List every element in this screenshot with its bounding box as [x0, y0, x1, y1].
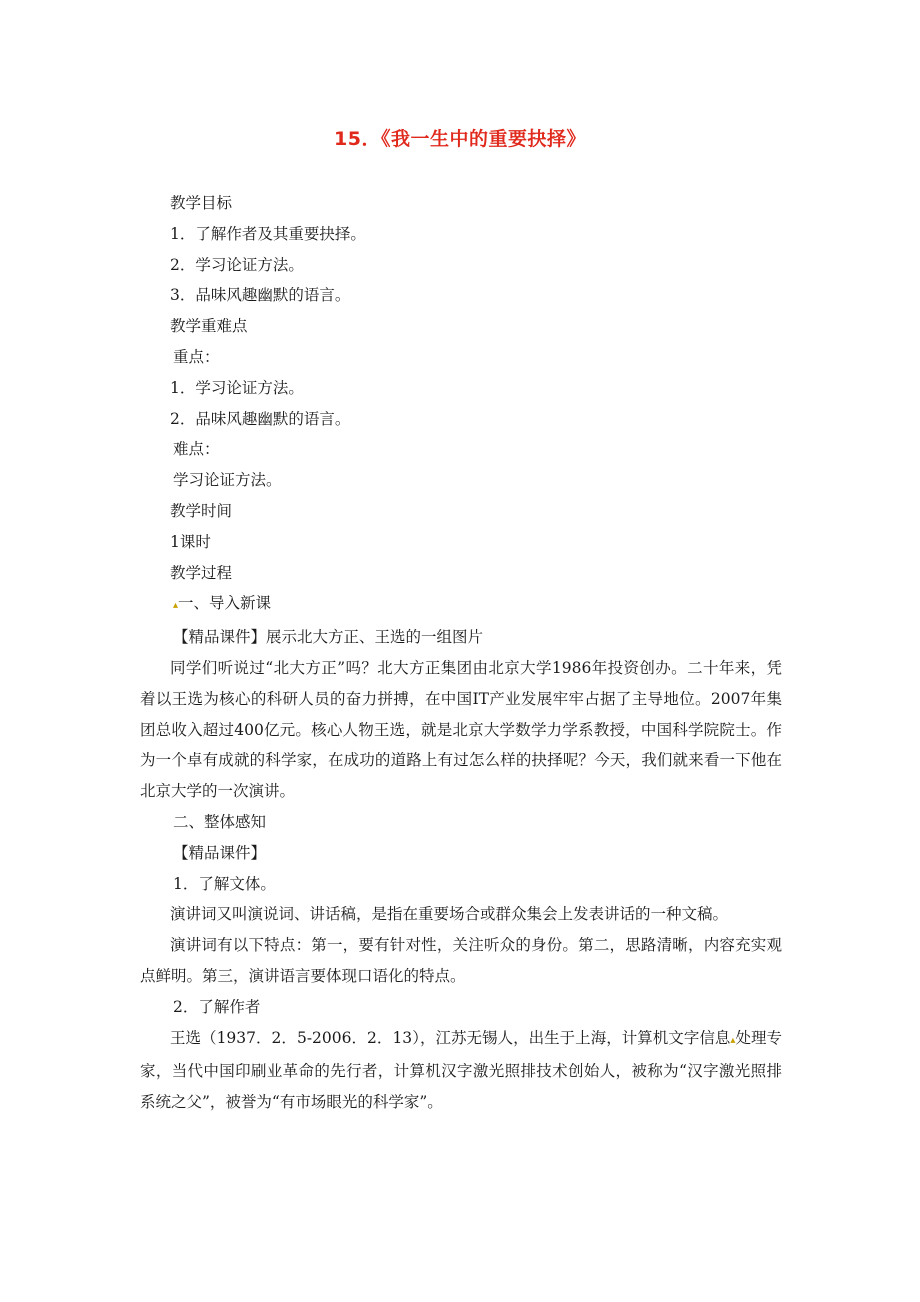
heading-teaching-goals: 教学目标 — [170, 194, 233, 212]
goal-item-2: 2．学习论证方法。 — [170, 255, 304, 274]
courseware-note-1: 【精品课件】展示北大方正、王选的一组图片 — [173, 628, 484, 647]
teaching-time-value: 1课时 — [170, 532, 211, 551]
section-introduction — [140, 588, 782, 622]
section-overall-perception: 二、整体感知 — [173, 812, 267, 831]
author-bio-part-1: 王选（1937．2．5-2006．2．13），江苏无锡人，出生于上海，计算机文字信息 — [170, 1028, 731, 1047]
annotation-mark-icon: ▴ — [730, 1034, 736, 1046]
key-point-item-1: 1．学习论证方法。 — [170, 378, 304, 397]
heading-teaching-time: 教学时间 — [170, 501, 233, 520]
label-key-points: 重点： — [173, 347, 220, 366]
courseware-note-2: 【精品课件】 — [173, 843, 267, 862]
item-understand-author: 2．了解作者 — [173, 997, 261, 1016]
author-bio-paragraph — [140, 1023, 782, 1118]
genre-definition-paragraph: 演讲词又叫演说词、讲话稿，是指在重要场合或群众集会上发表讲话的一种文稿。 — [170, 905, 729, 924]
item-understand-genre: 1．了解文体。 — [173, 874, 276, 893]
genre-features-paragraph: 演讲词有以下特点：第一，要有针对性，关注听众的身份。第二，思路清晰，内容充实观点鲜明。第三，演讲语言要体现口语化的特点。 — [140, 936, 782, 985]
page-title: 15．《我一生中的重要抉择》 — [334, 128, 586, 150]
document-body — [140, 188, 782, 1118]
heading-key-difficult-points: 教学重难点 — [170, 317, 248, 336]
key-point-item-2: 2．品味风趣幽默的语言。 — [170, 409, 351, 428]
section-introduction-label: 一、导入新课 — [178, 594, 272, 613]
heading-teaching-process: 教学过程 — [170, 563, 233, 582]
annotation-mark-icon: ▴ — [173, 600, 179, 612]
goal-item-1: 1．了解作者及其重要抉择。 — [170, 224, 366, 243]
goal-item-3: 3．品味风趣幽默的语言。 — [170, 286, 351, 305]
label-difficult-points: 难点： — [173, 440, 220, 459]
author-bio-part-2: 处理专家，当代中国印刷业革命的先行者，计算机汉字激光照排技术创始人，被称为“汉字激光照排系统之父”，被誉为“有市场眼光的科学家”。 — [140, 1028, 782, 1112]
difficult-point-item: 学习论证方法。 — [173, 471, 282, 490]
intro-paragraph: 同学们听说过“北大方正”吗？北大方正集团由北京大学1986年投资创办。二十年来，凭着以王选为核心的科研人员的奋力拼搏，在中国IT产业发展牢牢占据了主导地位。2007年集团总收入超过400亿元。核心人物王选，就是北京大学数学力学系教授，中国科学院院士。作为一个卓有成就的科学家，在成功的道路上有过怎么样的抉择呢？今天，我们就来看一下他在北京大学的一次演讲。 — [140, 658, 782, 801]
